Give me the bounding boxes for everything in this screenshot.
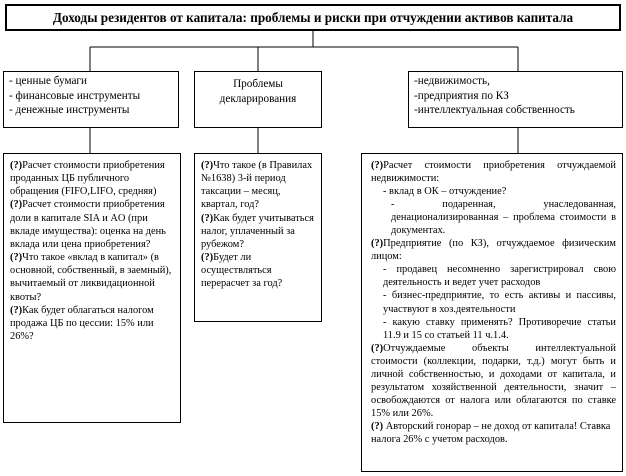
- sub-item: - вклад в ОК – отчуждение?: [383, 186, 507, 198]
- sub-item: - подаренная, унаследованная, денационализированная – проблема стоимости в документах.: [391, 199, 616, 237]
- category-box-declaration-problems: [194, 71, 322, 128]
- question-item: (?)Расчет стоимости приобретения проданных ЦБ публичного обращения (FIFO,LIFO, средняя): [10, 160, 165, 198]
- question-mark: (?): [10, 199, 23, 211]
- category-item: декларирования: [219, 93, 297, 105]
- question-item: (?) Авторский гонорар – не доход от капитала! Ставка налога 26% с учетом расходов.: [371, 420, 611, 445]
- category-item: - финансовые инструменты: [9, 89, 141, 102]
- question-mark: (?): [201, 252, 214, 264]
- sub-item: - какую ставку применять? Противоречие статьи 11.9 и 15 со статьей 11 ч.1.4.: [383, 316, 616, 341]
- question-mark: (?): [371, 238, 384, 250]
- question-item: (?)Расчет стоимости приобретения доли в капитале SIA и AO (при вкладе имущества): оценка на день вклада или цена приобретения?: [10, 199, 166, 250]
- question-mark: (?): [10, 160, 23, 171]
- question-item: (?)Будет ли осуществляться перерасчет за год?: [201, 252, 283, 290]
- question-item: (?)Отчуждаемые объекты интеллектуальной стоимости (коллекции, подарки, т.д.) могут быть и личной собственностью, и доходами от капитала, и результатом хозяйственной деятельности, значит – освобождаются от налога или облагаются по ставке 15% или 26%.: [371, 342, 616, 419]
- question-mark: (?): [201, 212, 214, 224]
- question-mark: (?): [371, 420, 384, 432]
- question-item: (?)Что такое (в Правилах №1638) 3-й период таксации – месяц, квартал, год?: [201, 160, 313, 211]
- category-item: - ценные бумаги: [9, 75, 87, 87]
- category-box-securities: [3, 71, 179, 128]
- question-mark: (?): [10, 304, 23, 316]
- question-mark: (?): [371, 160, 384, 171]
- question-mark: (?): [201, 160, 214, 171]
- question-item: (?)Расчет стоимости приобретения отчуждаемой недвижимости:: [371, 160, 616, 185]
- category-box-property: [408, 71, 623, 128]
- category-item: -недвижимость,: [414, 75, 490, 87]
- question-item: (?)Как будет облагаться налогом продажа ЦБ по цессии: 15% или 26%?: [10, 304, 154, 343]
- detail-box-declaration: [194, 153, 322, 322]
- sub-item: - бизнес-предприятие, то есть активы и пассивы, участвуют в хоз.деятельности: [383, 290, 616, 315]
- question-item: (?)Как будет учитываться налог, уплаченный за рубежом?: [201, 212, 314, 250]
- category-item: -интеллектуальная собственность: [414, 104, 575, 116]
- diagram-title: Доходы резидентов от капитала: проблемы и риски при отчуждении активов капитала: [5, 4, 621, 31]
- sub-item: - продавец несомненно зарегистрировал свою деятельность и ведет учет расходов: [383, 264, 616, 289]
- category-item: - денежные инструменты: [9, 104, 130, 116]
- category-item: Проблемы: [233, 78, 283, 90]
- question-item: (?)Предприятие (по КЗ), отчуждаемое физическим лицом:: [371, 238, 616, 263]
- category-item: -предприятия по КЗ: [414, 89, 509, 102]
- question-mark: (?): [10, 252, 23, 264]
- question-item: (?)Что такое «вклад в капитал» (в основной, собственный, в заемный), вычитаемый от ликвидационной квоты?: [10, 252, 172, 303]
- question-mark: (?): [371, 342, 384, 354]
- detail-box-property: [361, 153, 623, 472]
- detail-box-securities: [3, 153, 181, 423]
